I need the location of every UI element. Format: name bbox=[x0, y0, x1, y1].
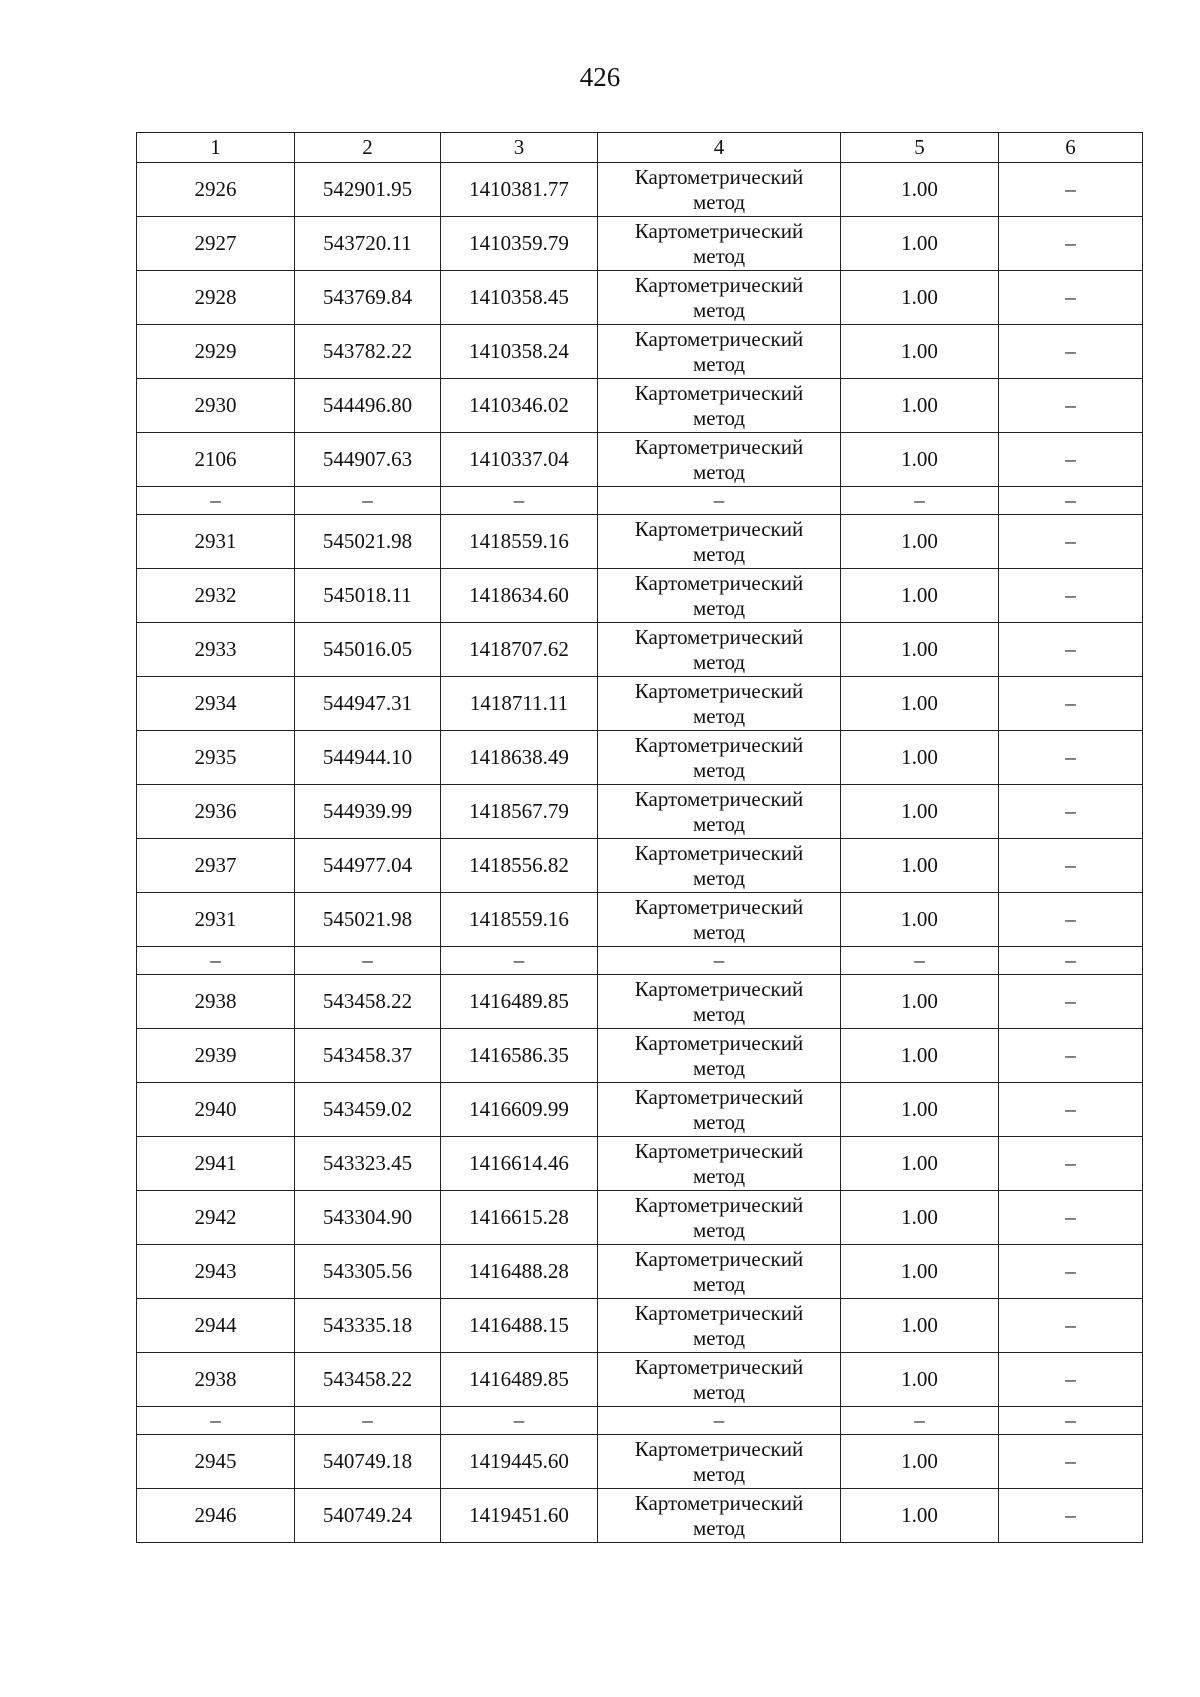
y-coordinate-cell: 1416489.85 bbox=[441, 1353, 598, 1407]
point-number-cell: 2933 bbox=[137, 623, 295, 677]
x-coordinate-cell: 543335.18 bbox=[295, 1299, 441, 1353]
description-cell: – bbox=[999, 1407, 1143, 1435]
x-coordinate-cell: – bbox=[295, 947, 441, 975]
table-body bbox=[137, 163, 1143, 1543]
y-coordinate-cell: 1410358.45 bbox=[441, 271, 598, 325]
point-number-cell: 2942 bbox=[137, 1191, 295, 1245]
x-coordinate-cell: 545021.98 bbox=[295, 893, 441, 947]
point-number-cell: 2944 bbox=[137, 1299, 295, 1353]
x-coordinate-cell: 540749.18 bbox=[295, 1435, 441, 1489]
method-cell: Картометрический метод bbox=[598, 379, 841, 433]
accuracy-cell: 1.00 bbox=[841, 731, 999, 785]
x-coordinate-cell: 543304.90 bbox=[295, 1191, 441, 1245]
description-cell: – bbox=[999, 1435, 1143, 1489]
method-cell: Картометрический метод bbox=[598, 839, 841, 893]
accuracy-cell: 1.00 bbox=[841, 975, 999, 1029]
method-cell: Картометрический метод bbox=[598, 1137, 841, 1191]
point-number-cell: 2929 bbox=[137, 325, 295, 379]
description-cell: – bbox=[999, 1191, 1143, 1245]
y-coordinate-cell: 1410359.79 bbox=[441, 217, 598, 271]
method-cell: Картометрический метод bbox=[598, 623, 841, 677]
point-number-cell: 2943 bbox=[137, 1245, 295, 1299]
method-cell: Картометрический метод bbox=[598, 569, 841, 623]
description-cell: – bbox=[999, 217, 1143, 271]
column-header: 2 bbox=[295, 133, 441, 163]
accuracy-cell: 1.00 bbox=[841, 325, 999, 379]
point-number-cell: 2927 bbox=[137, 217, 295, 271]
method-cell: Картометрический метод bbox=[598, 163, 841, 217]
x-coordinate-cell: – bbox=[295, 487, 441, 515]
description-cell: – bbox=[999, 325, 1143, 379]
description-cell: – bbox=[999, 1299, 1143, 1353]
y-coordinate-cell: 1418638.49 bbox=[441, 731, 598, 785]
y-coordinate-cell: 1418556.82 bbox=[441, 839, 598, 893]
description-cell: – bbox=[999, 731, 1143, 785]
y-coordinate-cell: 1418567.79 bbox=[441, 785, 598, 839]
description-cell: – bbox=[999, 1137, 1143, 1191]
description-cell: – bbox=[999, 893, 1143, 947]
y-coordinate-cell: 1416586.35 bbox=[441, 1029, 598, 1083]
table-row bbox=[137, 1435, 1143, 1489]
point-number-cell: 2928 bbox=[137, 271, 295, 325]
separator-row bbox=[137, 1407, 1143, 1435]
accuracy-cell: 1.00 bbox=[841, 1191, 999, 1245]
table-row bbox=[137, 785, 1143, 839]
method-cell: Картометрический метод bbox=[598, 217, 841, 271]
point-number-cell: 2938 bbox=[137, 975, 295, 1029]
accuracy-cell: 1.00 bbox=[841, 515, 999, 569]
description-cell: – bbox=[999, 1029, 1143, 1083]
accuracy-cell: 1.00 bbox=[841, 1435, 999, 1489]
method-cell: Картометрический метод bbox=[598, 1083, 841, 1137]
description-cell: – bbox=[999, 785, 1143, 839]
table-row bbox=[137, 677, 1143, 731]
accuracy-cell: 1.00 bbox=[841, 271, 999, 325]
point-number-cell: – bbox=[137, 947, 295, 975]
point-number-cell: – bbox=[137, 1407, 295, 1435]
accuracy-cell: – bbox=[841, 947, 999, 975]
y-coordinate-cell: 1418559.16 bbox=[441, 515, 598, 569]
method-cell: Картометрический метод bbox=[598, 515, 841, 569]
table-row bbox=[137, 1353, 1143, 1407]
y-coordinate-cell: 1410337.04 bbox=[441, 433, 598, 487]
method-cell: Картометрический метод bbox=[598, 975, 841, 1029]
accuracy-cell: 1.00 bbox=[841, 569, 999, 623]
point-number-cell: 2932 bbox=[137, 569, 295, 623]
description-cell: – bbox=[999, 433, 1143, 487]
x-coordinate-cell: 543305.56 bbox=[295, 1245, 441, 1299]
accuracy-cell: 1.00 bbox=[841, 893, 999, 947]
x-coordinate-cell: 543458.37 bbox=[295, 1029, 441, 1083]
table-row bbox=[137, 569, 1143, 623]
column-header: 1 bbox=[137, 133, 295, 163]
description-cell: – bbox=[999, 515, 1143, 569]
x-coordinate-cell: 543459.02 bbox=[295, 1083, 441, 1137]
accuracy-cell: 1.00 bbox=[841, 1299, 999, 1353]
accuracy-cell: 1.00 bbox=[841, 677, 999, 731]
method-cell: Картометрический метод bbox=[598, 893, 841, 947]
method-cell: Картометрический метод bbox=[598, 731, 841, 785]
x-coordinate-cell: 545021.98 bbox=[295, 515, 441, 569]
description-cell: – bbox=[999, 163, 1143, 217]
table-row bbox=[137, 433, 1143, 487]
table-row bbox=[137, 975, 1143, 1029]
y-coordinate-cell: 1416488.28 bbox=[441, 1245, 598, 1299]
accuracy-cell: – bbox=[841, 487, 999, 515]
separator-row bbox=[137, 947, 1143, 975]
point-number-cell: 2106 bbox=[137, 433, 295, 487]
accuracy-cell: 1.00 bbox=[841, 1029, 999, 1083]
table-row bbox=[137, 163, 1143, 217]
y-coordinate-cell: 1416488.15 bbox=[441, 1299, 598, 1353]
x-coordinate-cell: 542901.95 bbox=[295, 163, 441, 217]
method-cell: Картометрический метод bbox=[598, 1029, 841, 1083]
accuracy-cell: 1.00 bbox=[841, 1353, 999, 1407]
accuracy-cell: 1.00 bbox=[841, 1137, 999, 1191]
point-number-cell: 2946 bbox=[137, 1489, 295, 1543]
method-cell: Картометрический метод bbox=[598, 1191, 841, 1245]
table-row bbox=[137, 379, 1143, 433]
method-cell: Картометрический метод bbox=[598, 1353, 841, 1407]
x-coordinate-cell: 544907.63 bbox=[295, 433, 441, 487]
description-cell: – bbox=[999, 947, 1143, 975]
x-coordinate-cell: 540749.24 bbox=[295, 1489, 441, 1543]
y-coordinate-cell: 1410358.24 bbox=[441, 325, 598, 379]
column-header: 6 bbox=[999, 133, 1143, 163]
point-number-cell: 2935 bbox=[137, 731, 295, 785]
method-cell: – bbox=[598, 487, 841, 515]
accuracy-cell: 1.00 bbox=[841, 785, 999, 839]
x-coordinate-cell: 543720.11 bbox=[295, 217, 441, 271]
method-cell: Картометрический метод bbox=[598, 1299, 841, 1353]
x-coordinate-cell: 544977.04 bbox=[295, 839, 441, 893]
y-coordinate-cell: 1419451.60 bbox=[441, 1489, 598, 1543]
y-coordinate-cell: 1418711.11 bbox=[441, 677, 598, 731]
description-cell: – bbox=[999, 975, 1143, 1029]
table-row bbox=[137, 1029, 1143, 1083]
method-cell: – bbox=[598, 1407, 841, 1435]
method-cell: Картометрический метод bbox=[598, 433, 841, 487]
x-coordinate-cell: – bbox=[295, 1407, 441, 1435]
table-row bbox=[137, 731, 1143, 785]
accuracy-cell: 1.00 bbox=[841, 1083, 999, 1137]
table-row bbox=[137, 515, 1143, 569]
x-coordinate-cell: 544944.10 bbox=[295, 731, 441, 785]
y-coordinate-cell: 1418559.16 bbox=[441, 893, 598, 947]
description-cell: – bbox=[999, 623, 1143, 677]
column-header: 5 bbox=[841, 133, 999, 163]
table-row bbox=[137, 1191, 1143, 1245]
accuracy-cell: 1.00 bbox=[841, 1489, 999, 1543]
description-cell: – bbox=[999, 839, 1143, 893]
x-coordinate-cell: 544939.99 bbox=[295, 785, 441, 839]
method-cell: – bbox=[598, 947, 841, 975]
x-coordinate-cell: 543782.22 bbox=[295, 325, 441, 379]
description-cell: – bbox=[999, 379, 1143, 433]
y-coordinate-cell: 1410381.77 bbox=[441, 163, 598, 217]
y-coordinate-cell: – bbox=[441, 487, 598, 515]
point-number-cell: 2936 bbox=[137, 785, 295, 839]
accuracy-cell: 1.00 bbox=[841, 163, 999, 217]
x-coordinate-cell: 545016.05 bbox=[295, 623, 441, 677]
x-coordinate-cell: 545018.11 bbox=[295, 569, 441, 623]
page-number: 426 bbox=[579, 62, 621, 92]
x-coordinate-cell: 543323.45 bbox=[295, 1137, 441, 1191]
description-cell: – bbox=[999, 1353, 1143, 1407]
accuracy-cell: 1.00 bbox=[841, 217, 999, 271]
y-coordinate-cell: – bbox=[441, 1407, 598, 1435]
point-number-cell: 2926 bbox=[137, 163, 295, 217]
y-coordinate-cell: 1416614.46 bbox=[441, 1137, 598, 1191]
x-coordinate-cell: 543458.22 bbox=[295, 975, 441, 1029]
point-number-cell: 2941 bbox=[137, 1137, 295, 1191]
y-coordinate-cell: 1416615.28 bbox=[441, 1191, 598, 1245]
accuracy-cell: 1.00 bbox=[841, 839, 999, 893]
point-number-cell: 2937 bbox=[137, 839, 295, 893]
point-number-cell: – bbox=[137, 487, 295, 515]
y-coordinate-cell: 1418634.60 bbox=[441, 569, 598, 623]
description-cell: – bbox=[999, 569, 1143, 623]
point-number-cell: 2931 bbox=[137, 893, 295, 947]
y-coordinate-cell: 1416489.85 bbox=[441, 975, 598, 1029]
table-row bbox=[137, 217, 1143, 271]
table-row bbox=[137, 271, 1143, 325]
table-row bbox=[137, 1245, 1143, 1299]
point-number-cell: 2931 bbox=[137, 515, 295, 569]
method-cell: Картометрический метод bbox=[598, 325, 841, 379]
table-row bbox=[137, 1299, 1143, 1353]
table-row bbox=[137, 1137, 1143, 1191]
point-number-cell: 2934 bbox=[137, 677, 295, 731]
y-coordinate-cell: 1416609.99 bbox=[441, 1083, 598, 1137]
x-coordinate-cell: 543769.84 bbox=[295, 271, 441, 325]
table-header-row bbox=[137, 133, 1143, 163]
point-number-cell: 2930 bbox=[137, 379, 295, 433]
point-number-cell: 2940 bbox=[137, 1083, 295, 1137]
description-cell: – bbox=[999, 271, 1143, 325]
method-cell: Картометрический метод bbox=[598, 1245, 841, 1299]
description-cell: – bbox=[999, 1245, 1143, 1299]
column-header: 3 bbox=[441, 133, 598, 163]
accuracy-cell: 1.00 bbox=[841, 623, 999, 677]
y-coordinate-cell: 1419445.60 bbox=[441, 1435, 598, 1489]
method-cell: Картометрический метод bbox=[598, 1435, 841, 1489]
table-row bbox=[137, 325, 1143, 379]
separator-row bbox=[137, 487, 1143, 515]
accuracy-cell: 1.00 bbox=[841, 379, 999, 433]
accuracy-cell: – bbox=[841, 1407, 999, 1435]
accuracy-cell: 1.00 bbox=[841, 1245, 999, 1299]
table-row bbox=[137, 839, 1143, 893]
y-coordinate-cell: – bbox=[441, 947, 598, 975]
point-number-cell: 2938 bbox=[137, 1353, 295, 1407]
x-coordinate-cell: 543458.22 bbox=[295, 1353, 441, 1407]
table-row bbox=[137, 623, 1143, 677]
point-number-cell: 2939 bbox=[137, 1029, 295, 1083]
y-coordinate-cell: 1418707.62 bbox=[441, 623, 598, 677]
accuracy-cell: 1.00 bbox=[841, 433, 999, 487]
x-coordinate-cell: 544496.80 bbox=[295, 379, 441, 433]
description-cell: – bbox=[999, 487, 1143, 515]
method-cell: Картометрический метод bbox=[598, 271, 841, 325]
table-row bbox=[137, 893, 1143, 947]
description-cell: – bbox=[999, 1489, 1143, 1543]
method-cell: Картометрический метод bbox=[598, 785, 841, 839]
table-row bbox=[137, 1083, 1143, 1137]
x-coordinate-cell: 544947.31 bbox=[295, 677, 441, 731]
description-cell: – bbox=[999, 1083, 1143, 1137]
column-header: 4 bbox=[598, 133, 841, 163]
description-cell: – bbox=[999, 677, 1143, 731]
table-row bbox=[137, 1489, 1143, 1543]
coordinates-table bbox=[136, 132, 1143, 1543]
method-cell: Картометрический метод bbox=[598, 677, 841, 731]
point-number-cell: 2945 bbox=[137, 1435, 295, 1489]
y-coordinate-cell: 1410346.02 bbox=[441, 379, 598, 433]
method-cell: Картометрический метод bbox=[598, 1489, 841, 1543]
